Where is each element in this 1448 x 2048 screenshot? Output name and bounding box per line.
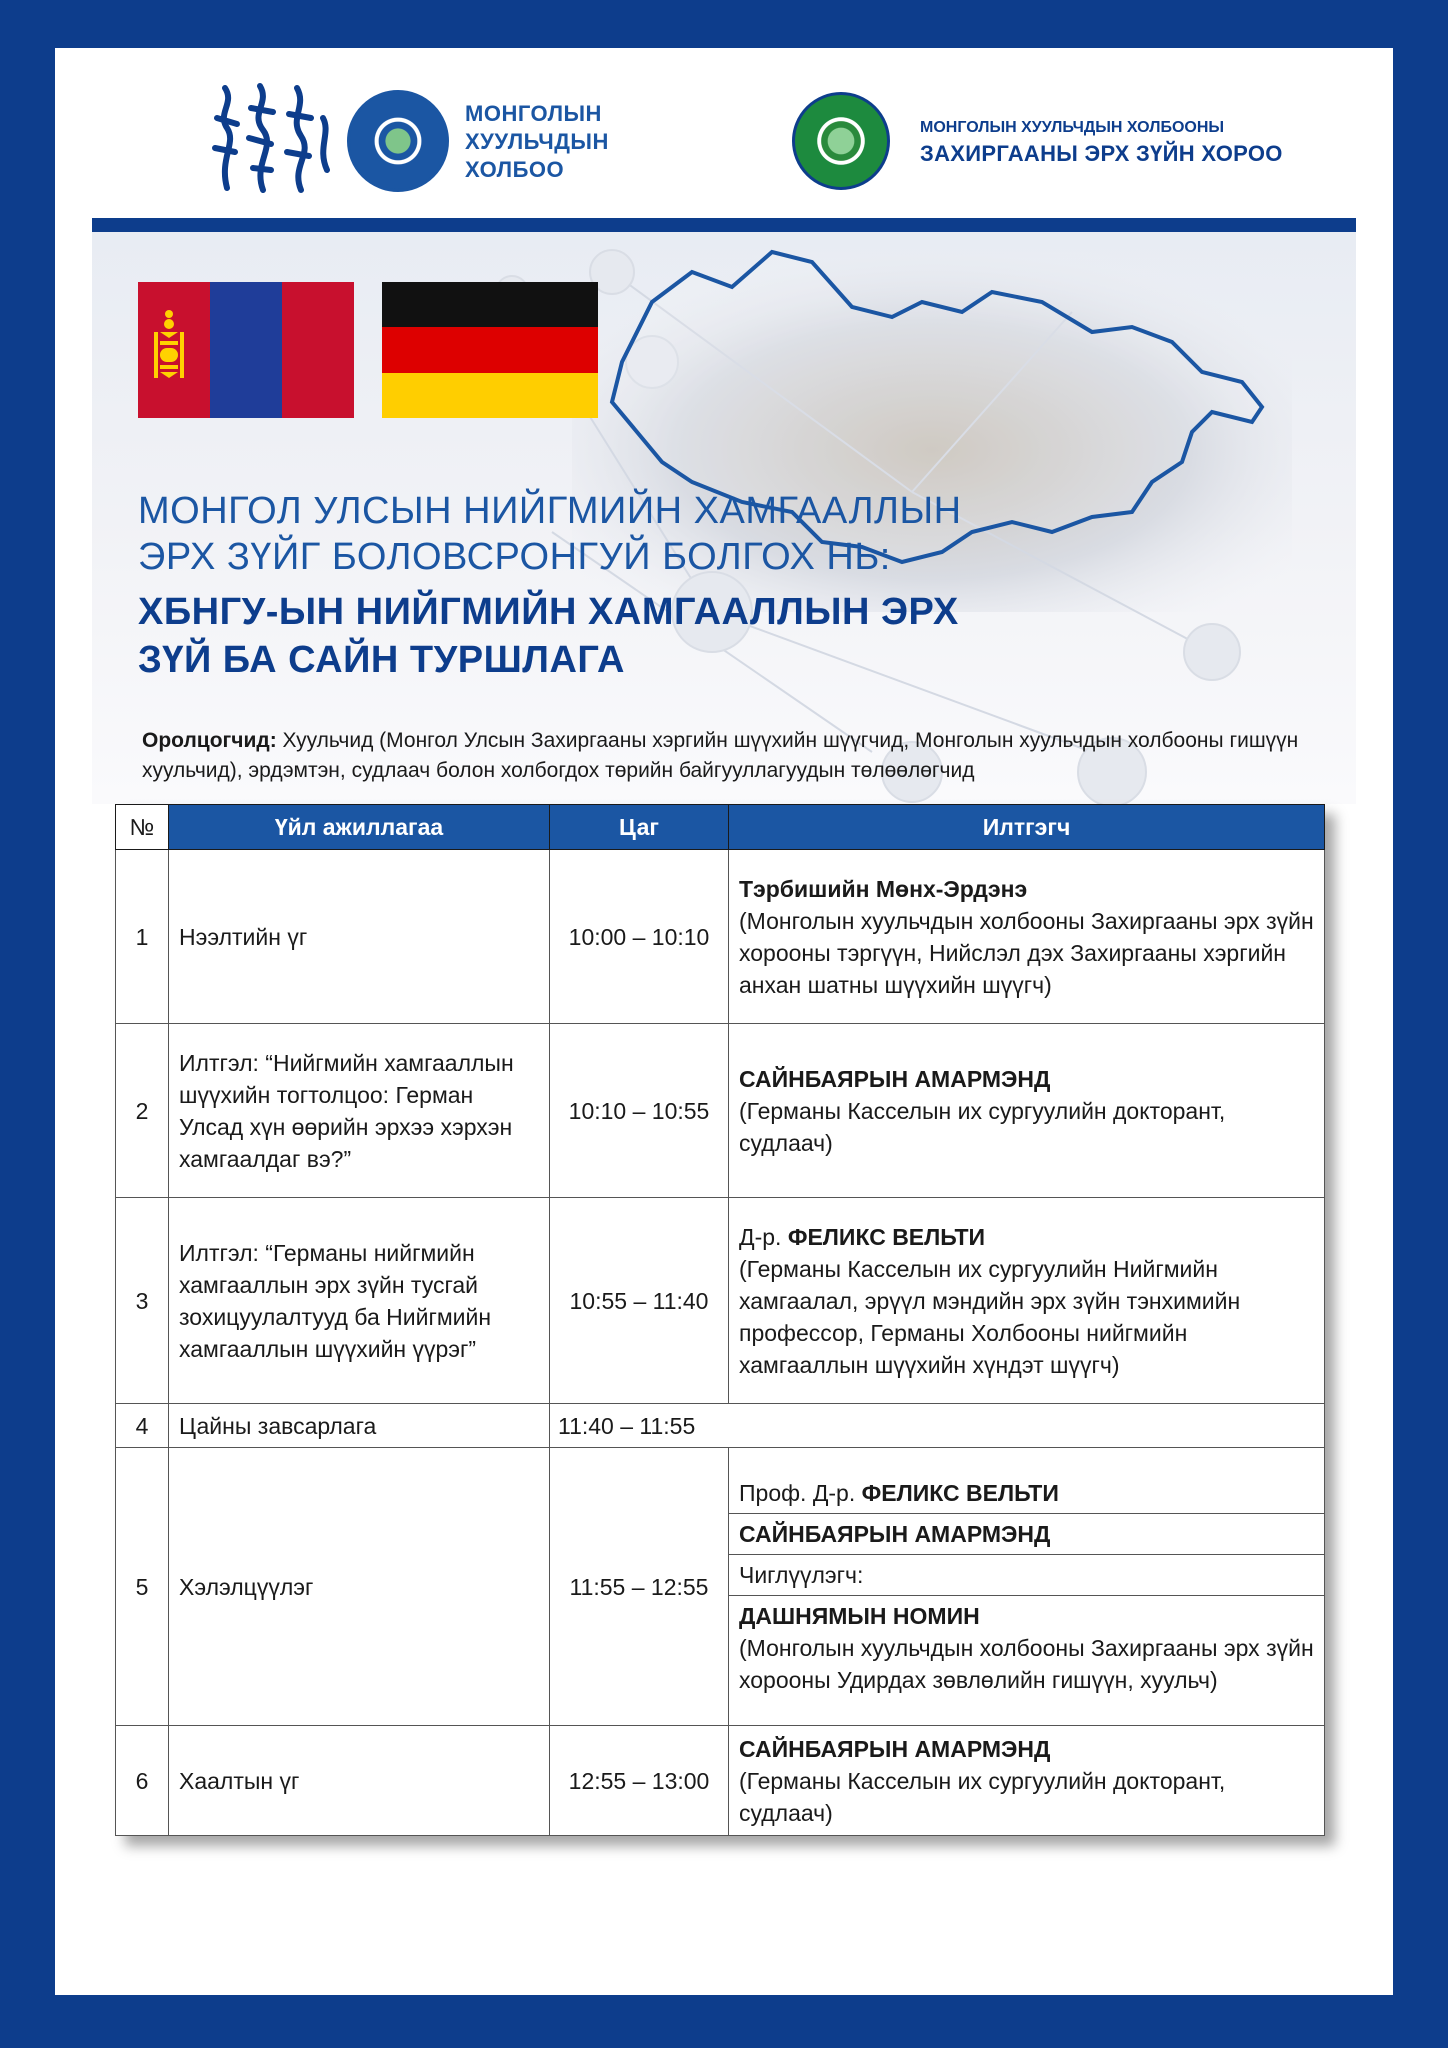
moderator-label: Чиглүүлэгч: bbox=[729, 1555, 1324, 1596]
mongolian-bar-association-logo-icon bbox=[347, 90, 449, 192]
moderator bbox=[729, 1596, 1324, 1700]
row-number: 5 bbox=[116, 1448, 169, 1726]
poster bbox=[55, 48, 1393, 1995]
table-row bbox=[116, 850, 1325, 1024]
panelist-2 bbox=[729, 1514, 1324, 1555]
row-activity: Илтгэл: “Германы нийгмийн хамгааллын эрх зүйн тусгай зохицуулалтууд ба Нийгмийн хамгааллын шүүхийн үүрэг” bbox=[169, 1198, 550, 1404]
row-speaker bbox=[729, 850, 1325, 1024]
column-header-activity: Үйл ажиллагаа bbox=[169, 805, 550, 850]
row-number: 6 bbox=[116, 1726, 169, 1836]
panelist-name: САЙНБАЯРЫН АМАРМЭНД bbox=[739, 1521, 1051, 1547]
org1-line-1: МОНГОЛЫН bbox=[465, 101, 602, 126]
header-divider bbox=[92, 218, 1356, 232]
hero-banner bbox=[92, 232, 1356, 804]
speaker-name: Тэрбишийн Мөнх-Эрдэнэ bbox=[739, 875, 1028, 902]
panelist-name: ФЕЛИКС ВЕЛЬТИ bbox=[861, 1480, 1059, 1506]
panelist-1 bbox=[729, 1473, 1324, 1514]
participants-text bbox=[142, 726, 1302, 786]
row-time: 10:00 – 10:10 bbox=[550, 850, 729, 1024]
row-time: 11:55 – 12:55 bbox=[550, 1448, 729, 1726]
header bbox=[55, 48, 1393, 216]
column-header-time: Цаг bbox=[550, 805, 729, 850]
table-row bbox=[116, 1726, 1325, 1836]
speaker-description: (Германы Касселын их сургуулийн докторант, судлаач) bbox=[739, 1767, 1226, 1826]
table-row bbox=[116, 1404, 1325, 1448]
org1-name bbox=[465, 100, 609, 184]
agenda-table bbox=[115, 804, 1325, 1836]
agenda-header-row bbox=[116, 805, 1325, 850]
row-speaker bbox=[729, 1726, 1325, 1836]
row-speakers bbox=[729, 1448, 1325, 1726]
row-speaker bbox=[729, 1198, 1325, 1404]
speaker-description: (Германы Касселын их сургуулийн Нийгмийн хамгаалал, эрүүл мэндийн эрх зүйн тэнхимийн профессор, Германы Холбооны нийгмийн хамгааллын шүүхийн хүндэт шүүгч) bbox=[739, 1255, 1241, 1378]
speaker-name: ФЕЛИКС ВЕЛЬТИ bbox=[787, 1223, 986, 1250]
column-header-num: № bbox=[116, 805, 169, 850]
speaker-description: (Монголын хуульчдын холбооны Захиргааны эрх зүйн хорооны тэргүүн, Нийслэл дэх Захиргааны хэргийн анхан шатны шүүхийн шүүгч) bbox=[739, 907, 1314, 998]
row-time: 10:10 – 10:55 bbox=[550, 1024, 729, 1198]
event-title-line-1: МОНГОЛ УЛСЫН НИЙГМИЙН ХАМГААЛЛЫН bbox=[138, 490, 962, 532]
participants-description: Хуульчид (Монгол Улсын Захиргааны хэргийн шүүхийн шүүгчид, Монголын хуульчдын холбооны гишүүн хуульчид), эрдэмтэн, судлаач болон холбогдох төрийн байгууллагуудын төлөөлөгчид bbox=[142, 729, 1299, 782]
org1-line-2: ХУУЛЬЧДЫН bbox=[465, 129, 609, 154]
speaker-description: (Германы Касселын их сургуулийн докторант, судлаач) bbox=[739, 1097, 1226, 1156]
event-title-line bbox=[138, 488, 962, 580]
table-row bbox=[116, 1448, 1325, 1726]
row-activity: Цайны завсарлага bbox=[169, 1404, 550, 1448]
participants-label: Оролцогчид: bbox=[142, 729, 277, 752]
mongolian-script-logo-icon bbox=[205, 78, 340, 198]
speaker-name: САЙНБАЯРЫН АМАРМЭНД bbox=[739, 1065, 1051, 1092]
row-number: 1 bbox=[116, 850, 169, 1024]
row-time: 11:40 – 11:55 bbox=[550, 1404, 1325, 1448]
event-subtitle-line-2: ЗҮЙ БА САЙН ТУРШЛАГА bbox=[138, 639, 626, 681]
org1-line-3: ХОЛБОО bbox=[465, 157, 565, 182]
moderator-name: ДАШНЯМЫН НОМИН bbox=[739, 1603, 980, 1629]
row-activity: Хэлэлцүүлэг bbox=[169, 1448, 550, 1726]
soyombo-icon bbox=[154, 308, 184, 386]
row-activity: Нээлтийн үг bbox=[169, 850, 550, 1024]
administrative-law-committee-logo-icon bbox=[792, 92, 890, 190]
org2-name-small: МОНГОЛЫН ХУУЛЬЧДЫН ХОЛБООНЫ bbox=[920, 119, 1225, 136]
row-time: 12:55 – 13:00 bbox=[550, 1726, 729, 1836]
org2-name-big: ЗАХИРГААНЫ ЭРХ ЗҮЙН ХОРОО bbox=[920, 141, 1283, 166]
germany-flag-icon bbox=[382, 282, 598, 418]
moderator-description: (Монголын хуульчдын холбооны Захиргааны эрх зүйн хорооны Удирдах зөвлөлийн гишүүн, хуульч) bbox=[739, 1635, 1314, 1693]
column-header-speaker: Илтгэгч bbox=[729, 805, 1325, 850]
event-title-line-2: ЭРХ ЗҮЙГ БОЛОВСРОНГУЙ БОЛГОХ НЬ: bbox=[138, 536, 891, 578]
row-number: 3 bbox=[116, 1198, 169, 1404]
event-subtitle-line-1: ХБНГУ-ЫН НИЙГМИЙН ХАМГААЛЛЫН ЭРХ bbox=[138, 591, 959, 633]
panelist-prefix: Проф. Д-р. bbox=[739, 1480, 862, 1506]
row-activity: Хаалтын үг bbox=[169, 1726, 550, 1836]
table-row bbox=[116, 1024, 1325, 1198]
speaker-prefix: Д-р. bbox=[739, 1223, 788, 1250]
row-speaker bbox=[729, 1024, 1325, 1198]
table-row bbox=[116, 1198, 1325, 1404]
row-time: 10:55 – 11:40 bbox=[550, 1198, 729, 1404]
event-subtitle bbox=[138, 588, 959, 684]
row-number: 4 bbox=[116, 1404, 169, 1448]
speaker-name: САЙНБАЯРЫН АМАРМЭНД bbox=[739, 1735, 1051, 1762]
row-number: 2 bbox=[116, 1024, 169, 1198]
row-activity: Илтгэл: “Нийгмийн хамгааллын шүүхийн тогтолцоо: Герман Улсад хүн өөрийн эрхээ хэрхэн хамгаалдаг вэ?” bbox=[169, 1024, 550, 1198]
